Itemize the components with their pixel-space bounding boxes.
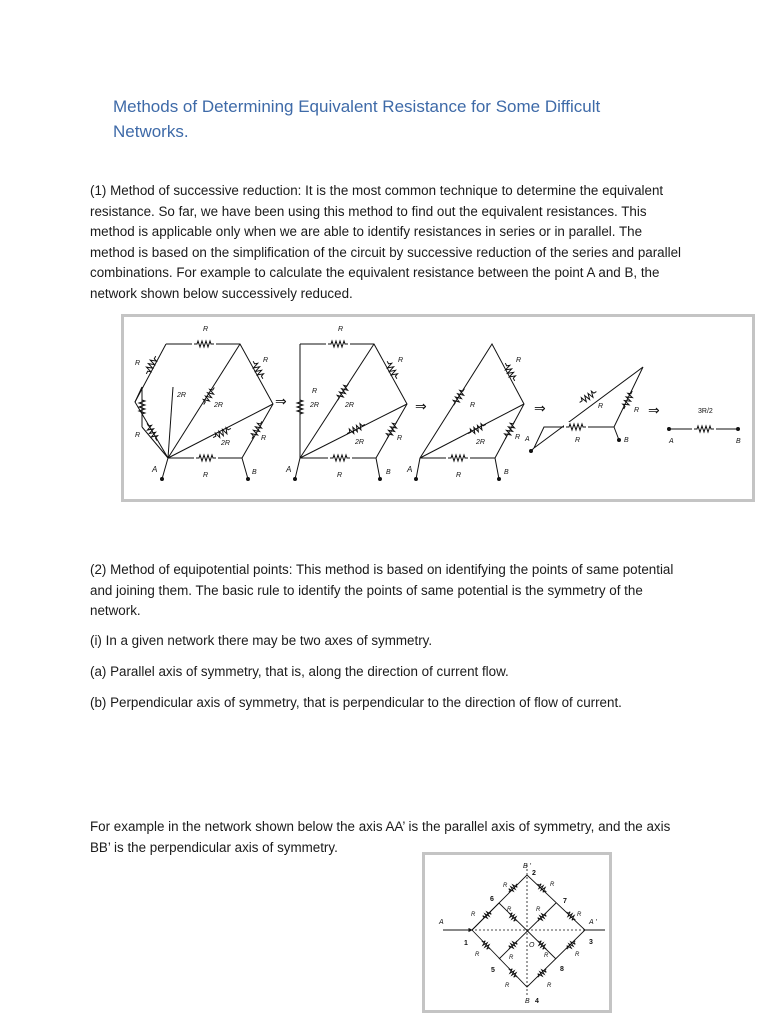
label-r: R (509, 955, 514, 961)
label-b: B (525, 998, 530, 1005)
paragraph-equipotential-points: (2) Method of equipotential points: This method is based on identifying the points of same potential and joining them. The basic rule to identify the points of same potential is the symmetry of the network. (90, 562, 674, 618)
successive-reduction-figure (121, 314, 755, 502)
label-r: R (398, 357, 404, 364)
reduction-arrow-icon: ⇒ (275, 393, 287, 409)
label-a: A (669, 438, 674, 445)
label-r: R (397, 435, 403, 442)
label-a: A (525, 436, 530, 443)
node-5-label: 5 (491, 967, 495, 974)
label-r: R (263, 357, 269, 364)
label-r: R (503, 883, 508, 889)
label-r: R (135, 360, 141, 367)
label-r: R (634, 407, 640, 414)
terminal-a-dot (529, 449, 533, 453)
node-3-label: 3 (589, 939, 593, 946)
label-r: R (203, 326, 209, 333)
label-b: B (504, 469, 509, 476)
terminal-a-dot (667, 427, 671, 431)
label-r: R (337, 472, 343, 479)
label-r: R (312, 388, 318, 395)
label-r: R (575, 952, 580, 958)
label-r: R (550, 882, 555, 888)
terminal-b-dot (378, 477, 382, 481)
terminal-b-dot (736, 427, 740, 431)
node-6-label: 6 (490, 896, 494, 903)
paragraph-perpendicular-axis: (b) Perpendicular axis of symmetry, that is perpendicular to the direction of flow of current. (90, 695, 622, 710)
label-r: R (507, 907, 512, 913)
reduction-arrow-icon: ⇒ (648, 402, 660, 418)
page-title: Methods of Determining Equivalent Resistance for Some Difficult Networks. (113, 97, 601, 141)
label-2r: 2R (476, 439, 485, 446)
label-r: R (577, 912, 582, 918)
label-r: R (515, 434, 521, 441)
label-r: R (544, 953, 549, 959)
node-1-label: 1 (464, 940, 468, 947)
label-3r-over-2: 3R/2 (698, 408, 713, 415)
label-r: R (135, 432, 141, 439)
label-b: B (624, 437, 629, 444)
label-r: R (203, 472, 209, 479)
label-o: O (529, 942, 535, 949)
paragraph-parallel-axis: (a) Parallel axis of symmetry, that is, along the direction of current flow. (90, 664, 509, 679)
terminal-a-dot (414, 477, 418, 481)
label-b: B (736, 438, 741, 445)
node-4-label: 4 (535, 998, 539, 1005)
label-a: A (439, 919, 444, 926)
label-2r: 2R (177, 392, 186, 399)
label-a: A (407, 465, 413, 474)
reduction-arrow-icon: ⇒ (415, 398, 427, 414)
label-r: R (598, 403, 604, 410)
label-a: A (286, 465, 292, 474)
label-r: R (475, 952, 480, 958)
label-r: R (516, 357, 522, 364)
label-r: R (338, 326, 344, 333)
label-b: B (386, 469, 391, 476)
label-r: R (261, 435, 267, 442)
label-2r: 2R (221, 440, 230, 447)
label-r: R (456, 472, 462, 479)
label-b-prime: B ′ (523, 863, 531, 870)
circuit-diagram-symmetry (425, 855, 609, 1010)
terminal-b-dot (497, 477, 501, 481)
paragraph-successive-reduction: (1) Method of successive reduction: It is the most common technique to determine the equivalent resistance. So far, we have been using this method to find out the equivalent resistances. This method is applicable only when we are able to identify resistances in series or in parallel. The method is based on the simplification of the circuit by successive reduction of the series and parallel combinations. For example to calculate the equivalent resistance between the point A and B, the network shown below successively reduced. (90, 183, 681, 301)
label-r: R (471, 912, 476, 918)
terminal-a-dot (160, 477, 164, 481)
label-r: R (536, 907, 541, 913)
terminal-a-dot (293, 477, 297, 481)
label-r: R (470, 402, 476, 409)
label-2r: 2R (310, 402, 319, 409)
label-2r: 2R (345, 402, 354, 409)
symmetry-network-figure (422, 852, 612, 1013)
node-2-label: 2 (532, 870, 536, 877)
label-2r: 2R (214, 402, 223, 409)
label-r: R (547, 983, 552, 989)
label-r: R (575, 437, 581, 444)
label-r: R (505, 983, 510, 989)
terminal-b-dot (246, 477, 250, 481)
label-a: A (152, 465, 158, 474)
node-8-label: 8 (560, 966, 564, 973)
paragraph-two-axes: (i) In a given network there may be two axes of symmetry. (90, 633, 433, 648)
node-7-label: 7 (563, 898, 567, 905)
label-a-prime: A ′ (589, 919, 597, 926)
reduction-arrow-icon: ⇒ (534, 400, 546, 416)
label-b: B (252, 469, 257, 476)
paragraph-symmetry-example: For example in the network shown below the axis AA’ is the parallel axis of symmetry, and the axis BB’ is the perpendicular axis of symmetry. (90, 819, 671, 855)
label-2r: 2R (355, 439, 364, 446)
circuit-diagram-reduction (124, 317, 752, 499)
terminal-b-dot (617, 438, 621, 442)
